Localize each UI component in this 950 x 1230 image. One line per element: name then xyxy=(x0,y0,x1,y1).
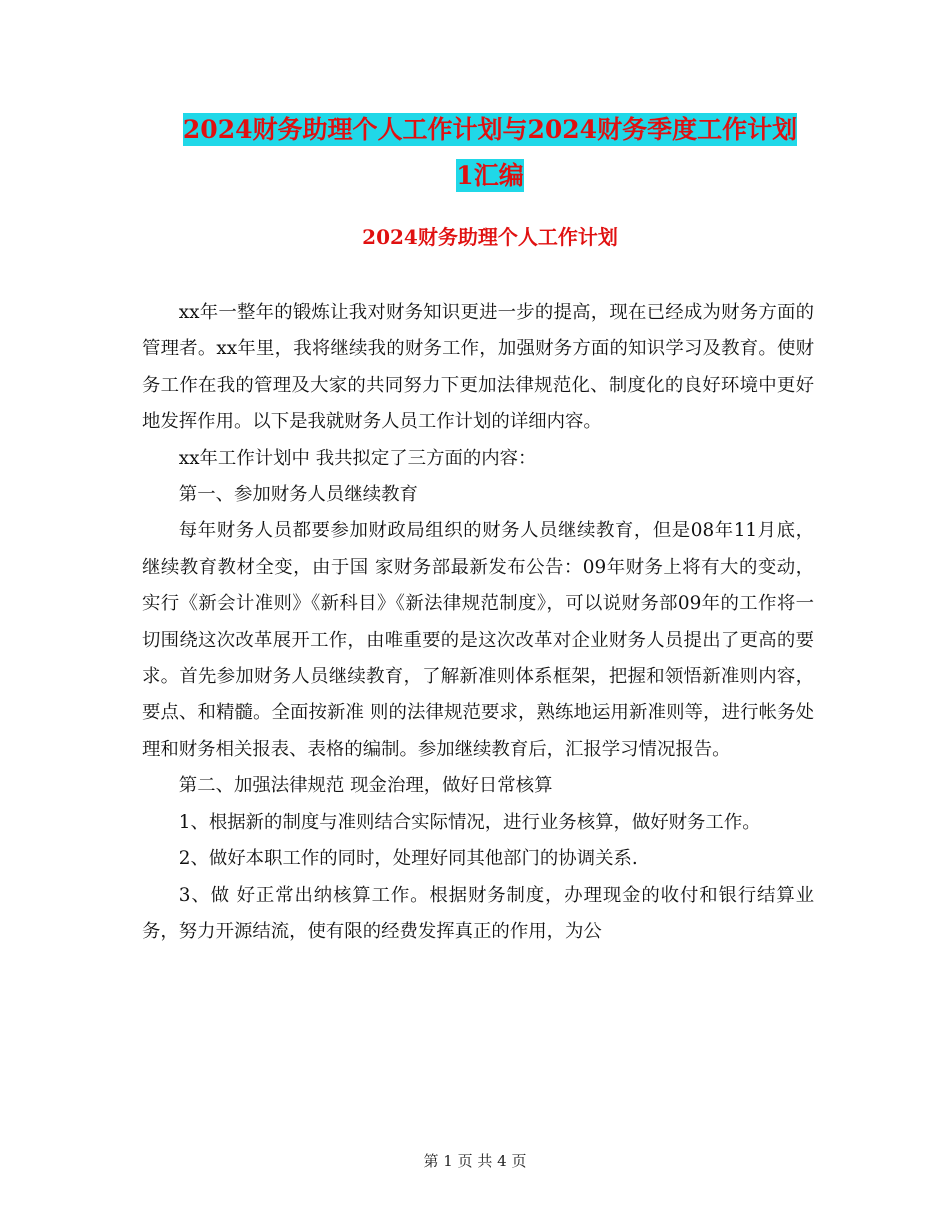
list-item: 1、根据新的制度与准则结合实际情况，进行业务核算，做好财务工作。 xyxy=(178,811,761,833)
paragraph: xx年一整年的锻炼让我对财务知识更进一步的提高，现在已经成为财务方面的管理者。xx年里，我将继续我的财务工作，加强财务方面的知识学习及教育。使财务工作在我的管理及大家的共同努力下更加法律规范化、制度化的良好环境中更好地发挥作用。以下是我就财务人员工作计划的详细内容。 xyxy=(142,302,814,433)
section-title: 2024财务助理个人工作计划 xyxy=(362,225,618,249)
list-item: 3、做 好正常出纳核算工作。根据财务制度，办理现金的收付和银行结算业务，努力开源结流，使有限的经费发挥真正的作用，为公 xyxy=(142,884,814,942)
paragraph-heading: 第一、参加财务人员继续教育 xyxy=(178,484,418,506)
paragraph-heading: 第二、加强法律规范 现金治理，做好日常核算 xyxy=(178,775,553,797)
paragraph: xx年工作计划中 我共拟定了三方面的内容： xyxy=(178,447,537,469)
page-number-footer: 第 1 页 共 4 页 xyxy=(423,1152,527,1170)
document-title-line-1: 2024财务助理个人工作计划与2024财务季度工作计划 xyxy=(182,115,798,144)
document-body xyxy=(142,295,814,950)
list-item: 2、做好本职工作的同时，处理好同其他部门的协调关系. xyxy=(178,848,638,870)
paragraph: 每年财务人员都要参加财政局组织的财务人员继续教育，但是08年11月底，继续教育教材全变，由于国 家财务部最新发布公告：09年财务上将有大的变动，实行《新会计准则》《新科目》《新法律规范制度》，可以说财务部09年的工作将一切围绕这次改革展开工作，由唯重要的是这次改革对企业财务人员提出了更高的要求。首先参加财务人员继续教育，了解新准则体系框架，把握和领悟新准则内容，要点、和精髓。全面按新准 则的法律规范要求，熟练地运用新准则等，进行帐务处理和财务相关报表、表格的编制。参加继续教育后，汇报学习情况报告。 xyxy=(142,520,814,760)
document-title-line-2: 1汇编 xyxy=(456,161,524,190)
